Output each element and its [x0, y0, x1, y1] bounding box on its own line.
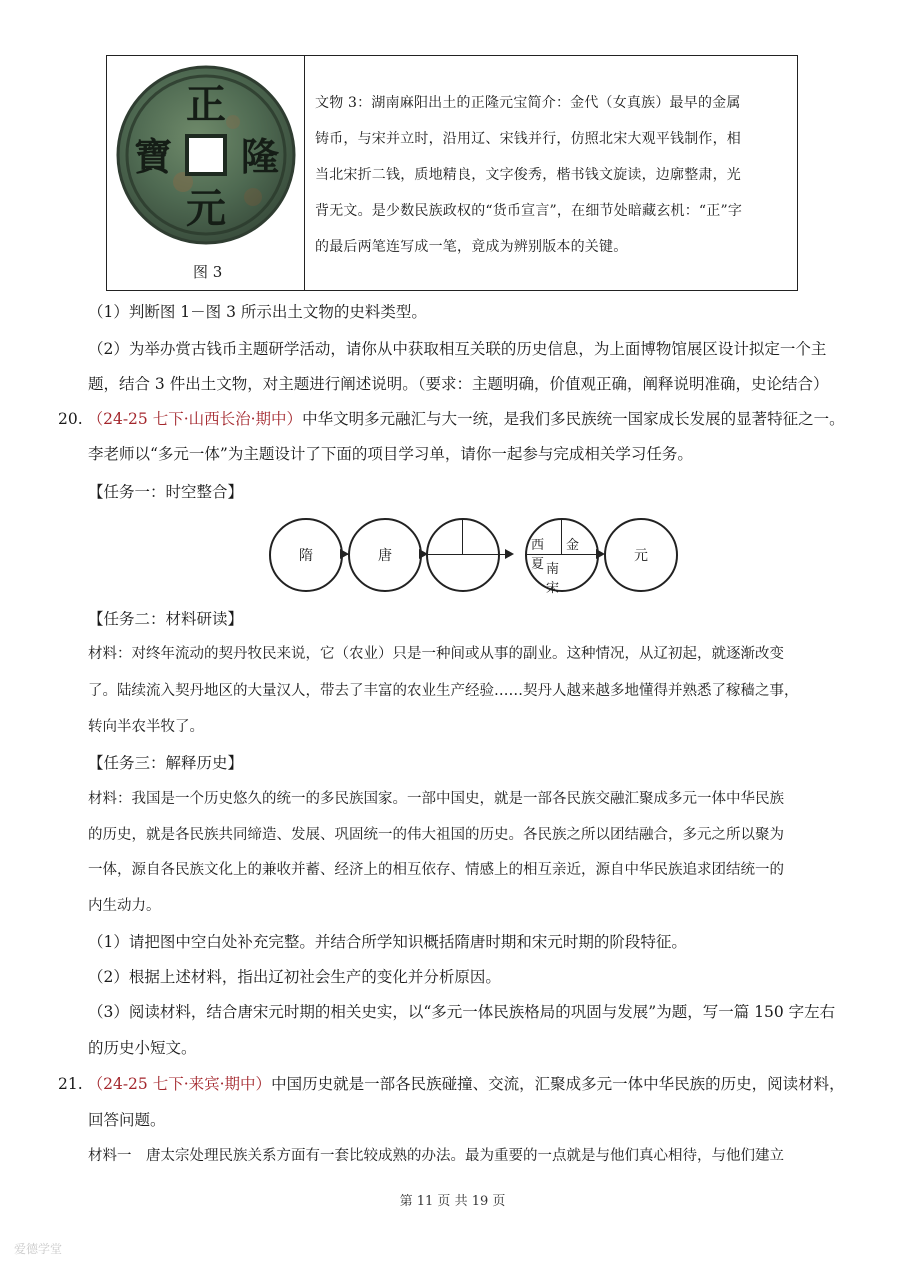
- q21-material1: 材料一 唐太宗处理民族关系方面有一套比较成熟的办法。最为重要的一点就是与他们真心相待，与他们建立: [88, 1148, 784, 1164]
- q20-question-2: （2）根据上述材料，指出辽初社会生产的变化并分析原因。: [88, 968, 501, 986]
- task3-material-line: 一体，源自各民族文化上的兼收并蓄、经济上的相互依存、情感上的相互亲近，源自中华民族追求团结统一的: [88, 862, 784, 878]
- coin-image: [113, 62, 299, 248]
- task3-title: 【任务三：解释历史】: [88, 754, 244, 772]
- table-divider: [304, 56, 305, 290]
- q21-number: 21.: [58, 1075, 83, 1093]
- q20-source: （24-25 七下·山西长治·期中）: [87, 410, 303, 428]
- q19-sub2-line2: 题，结合 3 件出土文物，对主题进行阐述说明。（要求：主题明确，价值观正确，阐释说明准确，史论结合）: [88, 375, 829, 393]
- q20-question-3-cont: 的历史小短文。: [88, 1039, 197, 1057]
- artifact-table: [106, 55, 798, 291]
- coin-char-top: 正: [186, 81, 226, 128]
- page-footer: 第 11 页 共 19 页: [399, 1194, 506, 1209]
- q19-sub1: （1）判断图 1－图 3 所示出土文物的史料类型。: [88, 303, 427, 321]
- q21-intro-line2: 回答问题。: [88, 1111, 166, 1129]
- table-text-line: 的最后两笔连写成一笔，竟成为辨别版本的关键。: [315, 239, 628, 255]
- task3-material-line: 材料：我国是一个历史悠久的统一的多民族国家。一部中国史，就是一部各民族交融汇聚成多元一体中华民族: [88, 791, 784, 807]
- task2-title: 【任务二：材料研读】: [88, 610, 244, 628]
- coin-char-left: 寶: [133, 134, 173, 179]
- q20-question-1: （1）请把图中空白处补充完整。并结合所学知识概括隋唐时期和宋元时期的阶段特征。: [88, 933, 687, 951]
- circle-sui-label: 隋: [299, 548, 313, 564]
- q20-question-3: （3）阅读材料，结合唐宋元时期的相关史实，以“多元一体民族格局的巩固与发展”为题，写一篇 150 字左右: [88, 1003, 836, 1021]
- circle-song-vline: [561, 520, 562, 555]
- circle-blank: [426, 518, 500, 592]
- task2-material-line: 材料：对终年流动的契丹牧民来说，它（农业）只是一种间或从事的副业。这种情况，从辽初起，就逐渐改变: [88, 646, 784, 662]
- q20-intro-line1: 中华文明多元融汇与大一统，是我们多民族统一国家成长发展的显著特征之一。: [302, 410, 845, 428]
- table-text-line: 文物 3：湖南麻阳出土的正隆元宝简介：金代（女真族）最早的金属: [315, 95, 741, 111]
- q19-sub2-line1: （2）为举办赏古钱币主题研学活动，请你从中获取相互关联的历史信息，为上面博物馆展区设计拟定一个主: [88, 340, 827, 358]
- table-text-line: 背无文。是少数民族政权的“货币宣言”，在细节处暗藏玄机：“正”字: [315, 203, 743, 219]
- label-jin: 金: [566, 538, 580, 553]
- table-text-line: 铸币，与宋并立时，沿用辽、宋钱并行，仿照北宋大观平钱制作，相: [315, 131, 741, 147]
- task3-material-line: 内生动力。: [88, 898, 161, 914]
- circle-tang-label: 唐: [378, 548, 392, 564]
- q20-intro-line2: 李老师以“多元一体”为主题设计了下面的项目学习单，请你一起参与完成相关学习任务。: [88, 445, 693, 463]
- task2-material-line: 了。陆续流入契丹地区的大量汉人，带去了丰富的农业生产经验……契丹人越来越多地懂得并熟悉了稼穑之事，: [88, 683, 799, 699]
- circle-blank-vline: [462, 520, 463, 555]
- label-nansong: 南宋: [546, 562, 560, 596]
- label-xixia: 西夏: [531, 538, 545, 572]
- circle-yuan-label: 元: [634, 548, 648, 564]
- table-text-line: 当北宋折二钱，质地精良，文字俊秀，楷书钱文旋读，边廓整肃，光: [315, 167, 741, 183]
- circle-blank-hline: [428, 554, 498, 555]
- watermark: 爱德学堂: [14, 1242, 63, 1256]
- task1-title: 【任务一：时空整合】: [88, 483, 244, 501]
- task2-material-line: 转向半农半牧了。: [88, 719, 204, 735]
- q21-intro-line1: 中国历史就是一部各民族碰撞、交流，汇聚成多元一体中华民族的历史，阅读材料，: [271, 1075, 845, 1093]
- q20-heading: [58, 408, 845, 430]
- coin-char-bottom: 元: [186, 185, 226, 232]
- arrow-icon: [505, 549, 514, 559]
- q21-heading: [58, 1073, 845, 1095]
- q21-source: （24-25 七下·来宾·期中）: [87, 1075, 272, 1093]
- task3-material-line: 的历史，就是各民族共同缔造、发展、巩固统一的伟大祖国的历史。各民族之所以团结融合，多元之所以聚为: [88, 827, 784, 843]
- coin-char-right: 隆: [240, 134, 280, 179]
- q20-number: 20.: [58, 410, 83, 428]
- figure-caption: 图 3: [193, 263, 223, 281]
